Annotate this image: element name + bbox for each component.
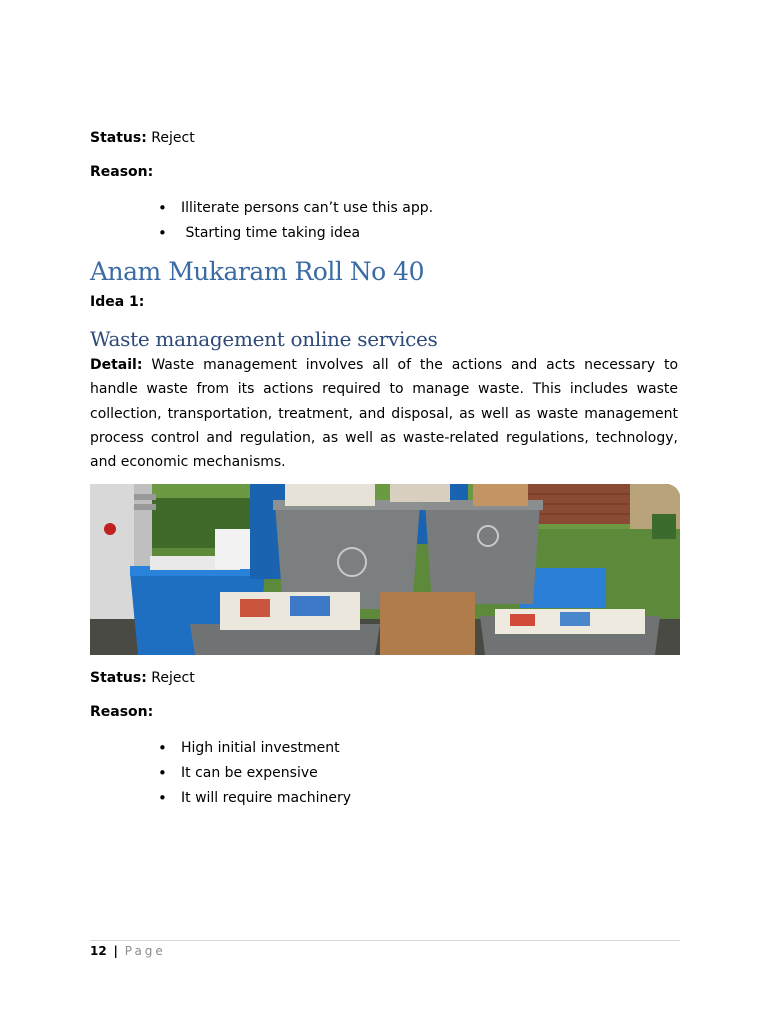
- author-heading: Anam Mukaram Roll No 40: [90, 257, 424, 286]
- reason-list-2: [90, 738, 351, 813]
- list-item: • It will require machinery: [90, 788, 351, 813]
- footer-divider: [90, 940, 680, 941]
- status-line-1: [90, 128, 195, 148]
- detail-paragraph: [90, 353, 678, 474]
- idea-title: Waste management online services: [90, 327, 438, 351]
- status-line-2: [90, 668, 195, 688]
- reason-label: Reason:: [90, 164, 154, 180]
- idea-label: Idea 1:: [90, 294, 145, 310]
- footer-separator: |: [113, 944, 118, 958]
- page-number: 12: [90, 944, 107, 958]
- list-item: • Illiterate persons can’t use this app.: [90, 198, 433, 223]
- recycling-bins-photo: [90, 484, 680, 655]
- list-item: • Starting time taking idea: [90, 223, 433, 248]
- status-value: Reject: [151, 130, 195, 146]
- status-label: Status:: [90, 130, 147, 146]
- list-item: • High initial investment: [90, 738, 351, 763]
- status-label: Status:: [90, 670, 147, 686]
- detail-text: Waste management involves all of the actions and acts necessary to handle waste from its actions required to manage waste. This includes waste collection, transportation, treatment, and disposal, as well as waste management process control and regulation, as well as waste-related regulations, technology, and economic mechanisms.: [90, 357, 679, 471]
- list-item: • It can be expensive: [90, 763, 351, 788]
- reason-list-1: [90, 198, 433, 248]
- page-footer: [90, 943, 166, 959]
- detail-label: Detail:: [90, 357, 143, 373]
- page-word: Page: [124, 944, 166, 958]
- status-value: Reject: [151, 670, 195, 686]
- reason-label: Reason:: [90, 704, 154, 720]
